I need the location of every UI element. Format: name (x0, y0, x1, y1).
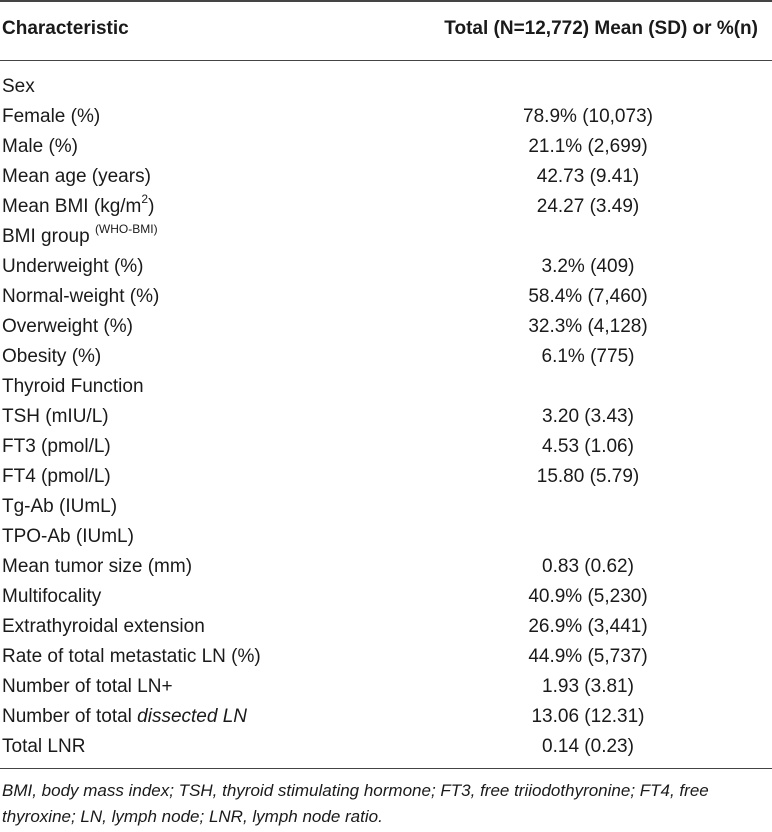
row-value: 26.9% (3,441) (528, 616, 648, 637)
row-label: Rate of total metastatic LN (%) (2, 646, 261, 667)
row-value: 4.53 (1.06) (542, 436, 634, 457)
table-row (0, 493, 772, 523)
header-total: Total (N=12,772) Mean (SD) or %(n) (444, 18, 758, 39)
table-row (0, 403, 772, 433)
table-row (0, 73, 772, 103)
row-label: Underweight (%) (2, 256, 144, 277)
row-value: 78.9% (10,073) (523, 106, 653, 127)
row-label: Number of total dissected LN (2, 706, 248, 727)
table-row (0, 673, 772, 703)
row-label: TSH (mIU/L) (2, 406, 109, 427)
row-label: Male (%) (2, 136, 79, 157)
table-row (0, 643, 772, 673)
table-row (0, 133, 772, 163)
row-value: 0.14 (0.23) (542, 736, 634, 757)
row-label: TPO-Ab (IUmL) (2, 526, 134, 547)
row-label: FT4 (pmol/L) (2, 466, 111, 487)
row-value: 44.9% (5,737) (528, 646, 648, 667)
row-value: 42.73 (9.41) (536, 166, 640, 187)
row-label: Extrathyroidal extension (2, 616, 205, 637)
table-row (0, 523, 772, 553)
row-label: Overweight (%) (2, 316, 133, 337)
table-row (0, 163, 772, 193)
row-label: Mean age (years) (2, 166, 151, 187)
row-label: Obesity (%) (2, 346, 102, 367)
row-value: 6.1% (775) (541, 346, 635, 367)
table-row (0, 313, 772, 343)
table-row (0, 703, 772, 733)
header-characteristic: Characteristic (2, 18, 129, 39)
table-row (0, 373, 772, 403)
row-label: Tg-Ab (IUmL) (2, 496, 118, 517)
row-value: 24.27 (3.49) (536, 196, 640, 217)
row-label: Number of total LN+ (2, 676, 173, 697)
row-label: Multifocality (2, 586, 102, 607)
row-label: Mean tumor size (mm) (2, 556, 193, 577)
row-label: Total LNR (2, 736, 86, 757)
table-row (0, 283, 772, 313)
row-value: 15.80 (5.79) (536, 466, 640, 487)
table-row (0, 223, 772, 253)
row-label: Mean BMI $(kg/m^2)$ (2, 192, 155, 217)
table-header (0, 0, 772, 61)
table-row (0, 583, 772, 613)
table-row (0, 103, 772, 133)
table-row (0, 613, 772, 643)
row-value: 58.4% (7,460) (528, 286, 648, 307)
row-label: FT3 (pmol/L) (2, 436, 111, 457)
row-value: 40.9% (5,230) (528, 586, 648, 607)
row-label: Normal-weight (%) (2, 286, 160, 307)
row-value: 0.83 (0.62) (542, 556, 634, 577)
table-row (0, 253, 772, 283)
row-value: 13.06 (12.31) (531, 706, 645, 727)
table-footnote: BMI, body mass index; TSH, thyroid stimulating hormone; FT3, free triiodothyronine; FT4, free thyroxine; LN, lymph node; LNR, lymph node ratio. (2, 781, 709, 826)
row-label: Female (%) (2, 106, 101, 127)
table-row (0, 433, 772, 463)
table-bottom-rule (0, 768, 772, 769)
table-body (0, 61, 772, 763)
row-value: 3.20 (3.43) (542, 406, 634, 427)
row-value: 32.3% (4,128) (528, 316, 648, 337)
table-row (0, 343, 772, 373)
row-value: 21.1% (2,699) (528, 136, 648, 157)
row-label: Sex (2, 76, 35, 97)
table-row (0, 193, 772, 223)
table-row (0, 463, 772, 493)
row-value: 1.93 (3.81) (542, 676, 634, 697)
table-row (0, 553, 772, 583)
row-label: BMI group $^{(WHO-BMI)}$ (2, 222, 158, 247)
table-row (0, 733, 772, 763)
row-label: Thyroid Function (2, 376, 144, 397)
row-value: 3.2% (409) (541, 256, 635, 277)
